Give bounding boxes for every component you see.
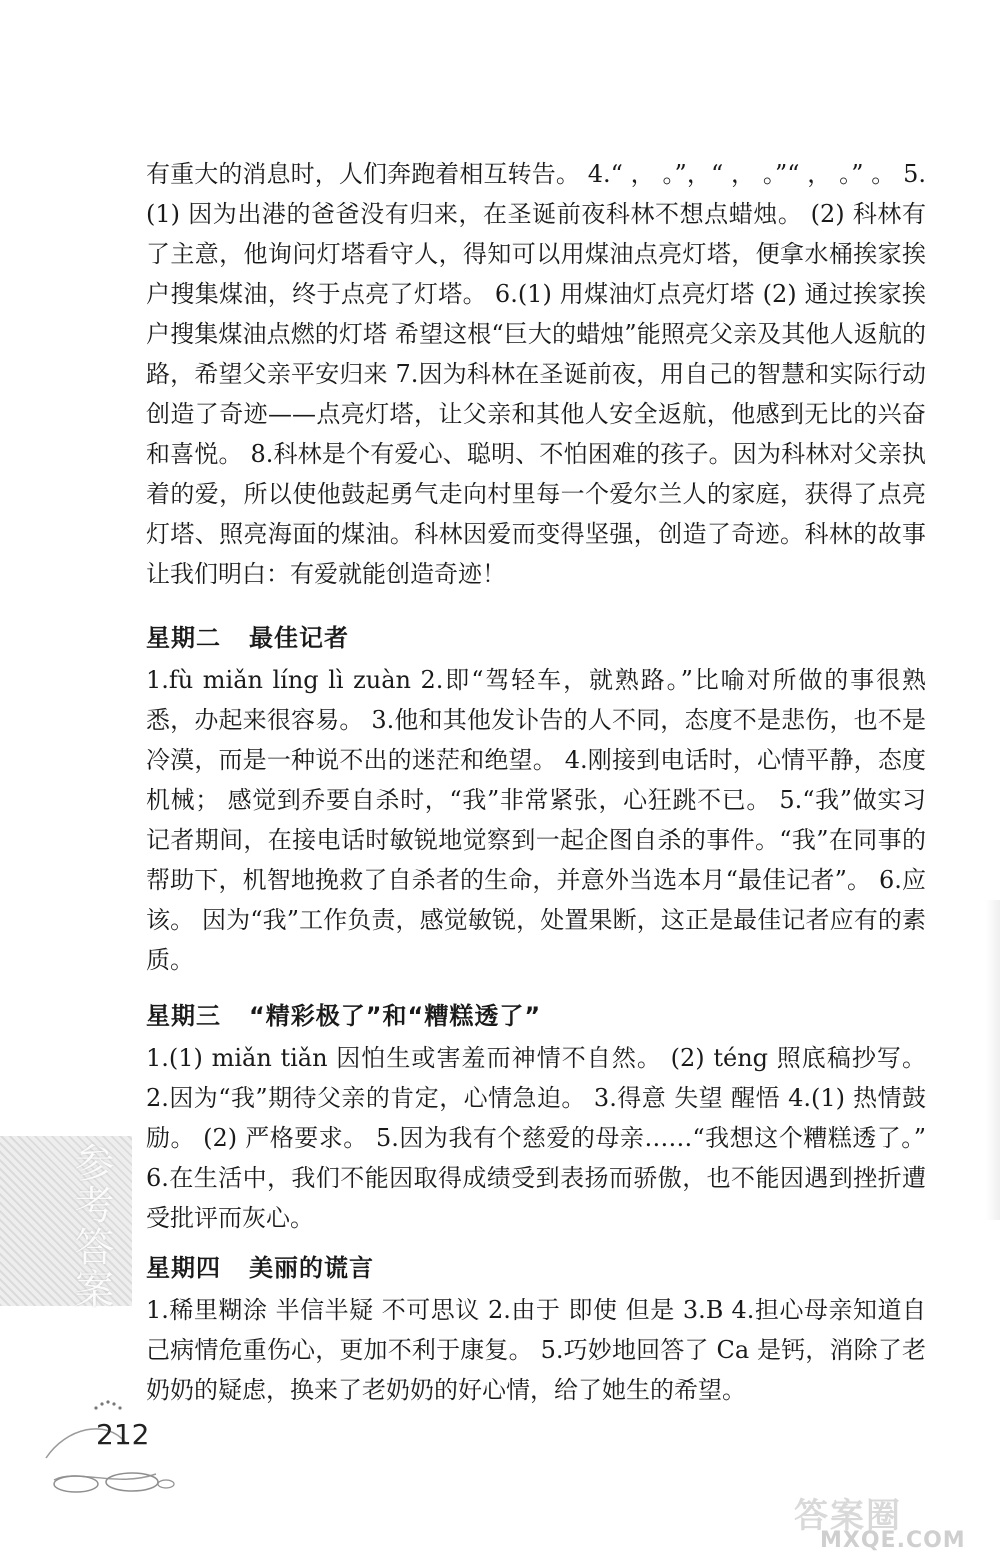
answer-text: 1.稀里糊涂 半信半疑 不可思议 2.由于 即使 但是 3.B 4.担心母亲知道自己病情危重伤心，更加不利于康复。 5.巧妙地回答了 Ca 是钙，消除了老奶奶的疑虑，换来了老奶奶的好心情，给了她生的希望。: [146, 1296, 926, 1404]
page-edge-shadow: [986, 900, 1000, 1220]
section-1-body: [146, 154, 926, 594]
answer-text: 1.(1) miǎn tiǎn 因怕生或害羞而神情不自然。 (2) téng 照底稿抄写。 2.因为“我”期待父亲的肯定，心情急迫。 3.得意 失望 醒悟 4.(1) 热情鼓励。 (2) 严格要求。 5.因为我有个慈爱的母亲……“我想这个糟糕透了。” 6.在生活中，我们不能因取得成绩受到表扬而骄傲，也不能因遇到挫折遭受批评而灰心。: [146, 1044, 926, 1232]
section-heading-tuesday: [146, 620, 349, 656]
watermark-url-text: MXQE.COM: [820, 1528, 966, 1553]
section-heading-thursday: [146, 1250, 374, 1286]
lesson-title: 最佳记者: [249, 624, 349, 652]
section-4-body: [146, 1290, 926, 1410]
lesson-title: 美丽的谎言: [249, 1254, 374, 1282]
answer-text: 1.fù miǎn líng lì zuàn 2.即“驾轻车，就熟路。”比喻对所做的事很熟悉，办起来很容易。 3.他和其他发讣告的人不同，态度不是悲伤，也不是冷漠，而是一种说不出的迷茫和绝望。 4.刚接到电话时，心情平静，态度机械； 感觉到乔要自杀时，“我”非常紧张，心狂跳不已。 5.“我”做实习记者期间，在接电话时敏锐地觉察到一起企图自杀的事件。“我”在同事的帮助下，机智地挽救了自杀者的生命，并意外当选本月“最佳记者”。 6.应该。 因为“我”工作负责，感觉敏锐，处置果断，这正是最佳记者应有的素质。: [146, 666, 926, 974]
page-number: 212: [96, 1418, 150, 1451]
answer-text: 有重大的消息时，人们奔跑着相互转告。 4.“ ， 。”，“ ， 。”“ ， 。” 。 5.(1) 因为出港的爸爸没有归来，在圣诞前夜科林不想点蜡烛。 (2) 科林有了主意，他询问灯塔看守人，得知可以用煤油点亮灯塔，便拿水桶挨家挨户搜集煤油，终于点亮了灯塔。 6.(1) 用煤油灯点亮灯塔 (2) 通过挨家挨户搜集煤油点燃的灯塔 希望这根“巨大的蜡烛”能照亮父亲及其他人返航的路，希望父亲平安归来 7.因为科林在圣诞前夜，用自己的智慧和实际行动创造了奇迹——点亮灯塔，让父亲和其他人安全返航，他感到无比的兴奋和喜悦。 8.科林是个有爱心、聪明、不怕困难的孩子。因为科林对父亲执着的爱，所以使他鼓起勇气走向村里每一个爱尔兰人的家庭，获得了点亮灯塔、照亮海面的煤油。科林因爱而变得坚强，创造了奇迹。科林的故事让我们明白：有爱就能创造奇迹！: [146, 160, 926, 588]
section-2-body: [146, 660, 926, 980]
weekday-label: 星期二: [146, 624, 221, 652]
section-heading-wednesday: [146, 998, 541, 1034]
lesson-title: “精彩极了”和“糟糕透了”: [249, 1002, 542, 1030]
site-watermark: [790, 1488, 980, 1556]
side-tab-label: 参考答案: [68, 1142, 114, 1310]
weekday-label: 星期四: [146, 1254, 221, 1282]
weekday-label: 星期三: [146, 1002, 221, 1030]
watermark-logo-text: 答案圈: [794, 1496, 902, 1536]
section-3-body: [146, 1038, 926, 1238]
